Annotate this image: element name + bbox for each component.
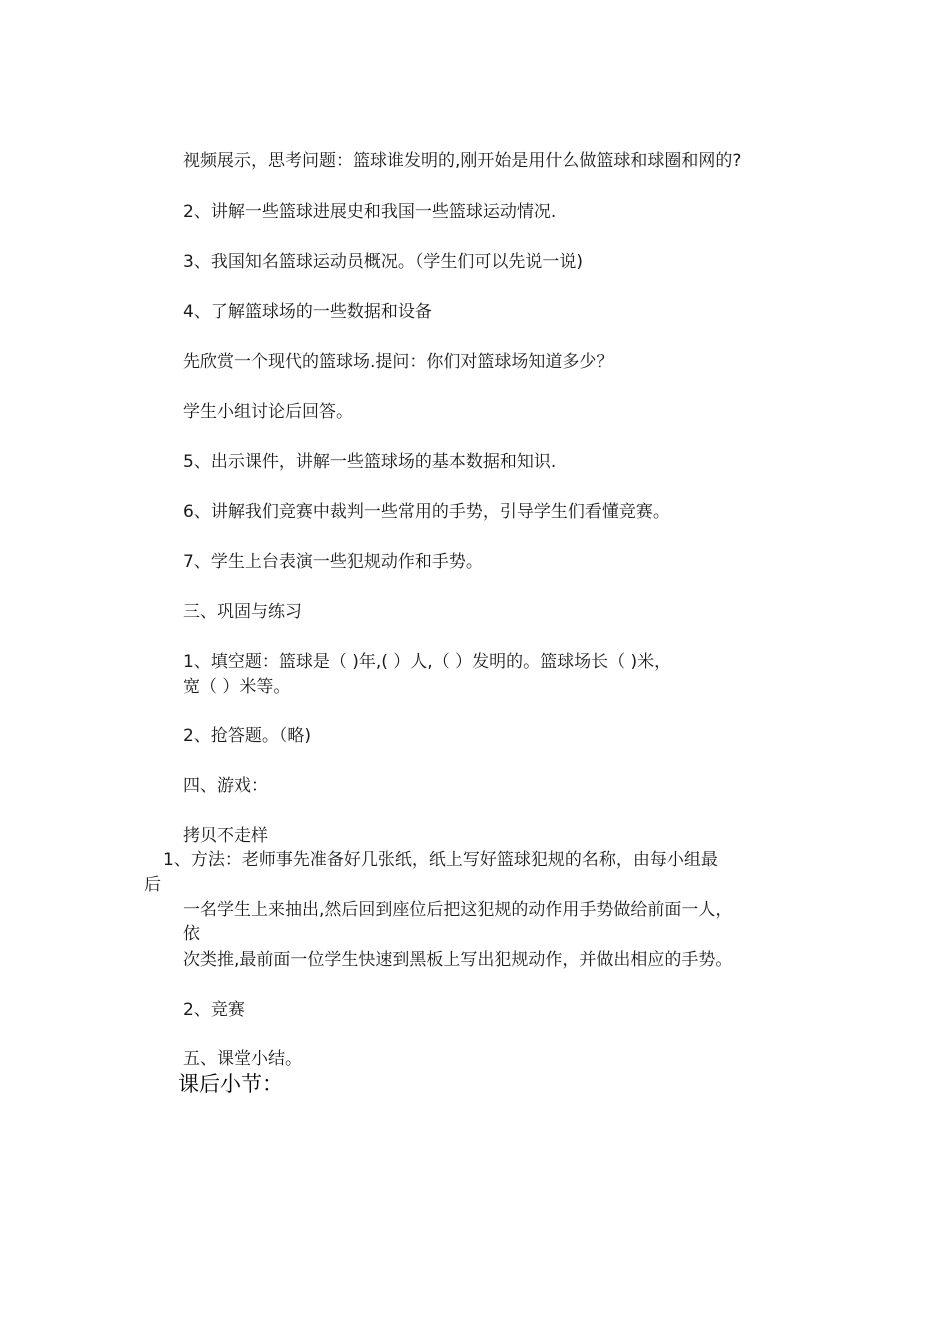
text-line-quick-answer: 2、抢答题。（略) bbox=[183, 726, 311, 746]
text-line-method: 1、方法：老师事先准备好几张纸，纸上写好篮球犯规的名称，由每小组最 bbox=[163, 850, 718, 870]
text-line-item-4: 4、了解篮球场的一些数据和设备 bbox=[183, 302, 432, 322]
text-line-discussion: 学生小组讨论后回答。 bbox=[183, 402, 353, 422]
text-line-fill-blank-cont: 宽（ ）米等。 bbox=[183, 677, 291, 697]
text-line-game-title: 拷贝不走样 bbox=[183, 826, 268, 846]
footer-heading: 课后小节： bbox=[178, 1072, 283, 1096]
text-line-fill-blank: 1、填空题：篮球是（ )年,( ）人,（ ）发明的。篮球场长（ )米， bbox=[183, 652, 672, 672]
section-heading-practice: 三、巩固与练习 bbox=[183, 602, 302, 622]
section-heading-game: 四、游戏： bbox=[183, 776, 268, 796]
text-line-item-2: 2、讲解一些篮球进展史和我国一些篮球运动情况. bbox=[183, 202, 557, 222]
text-line-method-2-wrap: 依 bbox=[183, 924, 200, 944]
section-heading-summary: 五、课堂小结。 bbox=[183, 1049, 302, 1069]
text-line-competition: 2、竞赛 bbox=[183, 1000, 245, 1020]
text-line-appreciate: 先欣赏一个现代的篮球场.提问：你们对篮球场知道多少？ bbox=[183, 352, 614, 372]
text-line-item-6: 6、讲解我们竞赛中裁判一些常用的手势，引导学生们看懂竞赛。 bbox=[183, 502, 670, 522]
text-line-method-2: 一名学生上来抽出,然后回到座位后把这犯规的动作用手势做给前面一人， bbox=[183, 900, 733, 920]
text-line-item-7: 7、学生上台表演一些犯规动作和手势。 bbox=[183, 552, 483, 572]
text-line-method-wrap: 后 bbox=[144, 875, 161, 895]
text-line-method-3: 次类推,最前面一位学生快速到黑板上写出犯规动作，并做出相应的手势。 bbox=[183, 950, 733, 970]
text-line-video-question: 视频展示，思考问题：篮球谁发明的,刚开始是用什么做篮球和球圈和网的? bbox=[183, 151, 742, 171]
text-line-item-5: 5、出示课件，讲解一些篮球场的基本数据和知识. bbox=[183, 452, 557, 472]
text-line-item-3: 3、我国知名篮球运动员概况。（学生们可以先说一说) bbox=[183, 252, 583, 272]
